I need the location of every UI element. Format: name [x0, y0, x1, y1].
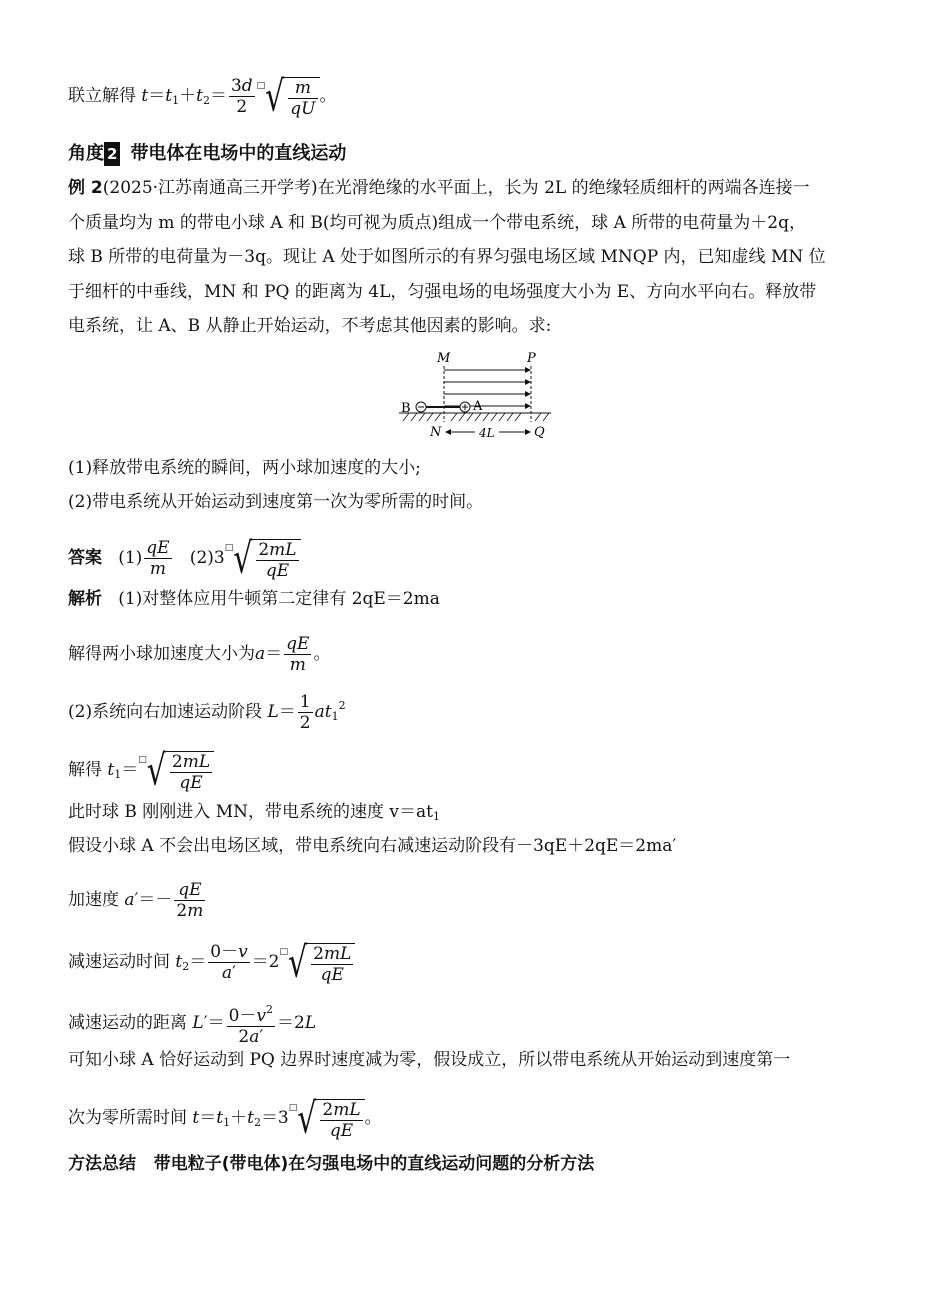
method-label: 方法总结	[68, 1154, 136, 1174]
label-M: M	[437, 351, 451, 366]
step-5: 此时球 B 刚刚进入 MN，带电系统的速度 v＝at	[68, 802, 433, 822]
example-source: (2025·江苏南通高三开学考)	[102, 178, 318, 198]
analysis-line-4: 解得 $t_1=^□√$ $\frac{2mL}{qE}$	[68, 748, 214, 793]
analysis-label: 解析	[68, 589, 102, 609]
method-summary	[68, 1152, 594, 1176]
section-title: 带电体在电场中的直线运动	[130, 143, 347, 164]
answer-line: 答案 (1) $\frac{qE}{m}$ (2)3□√ $\frac{2mL}{qE}$	[68, 536, 301, 581]
question-2: (2)带电系统从开始运动到速度第一次为零所需的时间。	[68, 492, 484, 512]
label-N: N	[430, 425, 442, 440]
formula-frac: $\frac{3d}{2}$	[230, 75, 253, 117]
formula-root: □√ $\frac{m}{qU}$	[257, 74, 320, 119]
label-P: P	[527, 351, 536, 366]
step-1: (1)对整体应用牛顿第二定律有 2qE＝2ma	[118, 589, 440, 609]
step-7: 加速度	[68, 890, 119, 910]
step-4: 解得	[68, 759, 102, 780]
analysis-line-11: 次为零所需时间 $t=t_1+t_2=3^□√$ $\frac{2mL}{qE}$ 。	[68, 1094, 382, 1144]
step-8: 减速运动时间	[68, 951, 170, 972]
section-heading	[68, 142, 346, 166]
example-label: 例 2	[68, 178, 103, 198]
analysis-line-6: 假设小球 A 不会出电场区域，带电系统向右减速运动阶段有－3qE＋2qE＝2ma′	[68, 836, 677, 856]
analysis-line-2: 解得两小球加速度大小为a＝ $\frac{qE}{m}$ 。	[68, 634, 331, 675]
field-diagram	[395, 346, 555, 442]
label-Q: Q	[534, 425, 545, 440]
section-number: 2	[104, 142, 120, 166]
analysis-line-1	[68, 587, 440, 611]
intro-text: 联立解得	[68, 85, 136, 106]
problem-line-1	[68, 176, 810, 200]
analysis-line-7: 加速度 a′＝－ $\frac{qE}{2m}$	[68, 880, 204, 921]
step-2: 解得两小球加速度大小为	[68, 644, 255, 664]
step-11: 次为零所需时间	[68, 1107, 187, 1128]
step-3: (2)系统向右加速运动阶段	[68, 702, 263, 722]
section-prefix: 角度	[68, 143, 104, 164]
label-4L: 4L	[479, 426, 495, 440]
intro-line: 联立解得 $t=t_1+t_2=$ $\frac{3d}{2}$ □√ $\frac{m}{qU}$ 。	[68, 72, 337, 122]
problem-line-5: 电系统，让 A、B 从静止开始运动，不考虑其他因素的影响。求:	[68, 316, 552, 336]
label-A: A	[473, 399, 483, 414]
analysis-line-10: 可知小球 A 恰好运动到 PQ 边界时速度减为零，假设成立，所以带电系统从开始运动到速度第一	[68, 1050, 791, 1070]
step-9: 减速运动的距离	[68, 1013, 187, 1033]
analysis-line-9: 减速运动的距离 L′＝ $\frac{0-v^2}{2a'}$ ＝2L	[68, 1000, 316, 1047]
problem-text: 在光滑绝缘的水平面上，长为 2L 的绝缘轻质细杆的两端各连接一	[317, 178, 810, 198]
problem-line-3: 球 B 所带的电荷量为－3q。现让 A 处于如图所示的有界匀强电场区域 MNQP 内，已知虚线 MN 位	[68, 247, 826, 267]
method-title: 带电粒子(带电体)在匀强电场中的直线运动问题的分析方法	[153, 1154, 595, 1174]
analysis-line-3: (2)系统向右加速运动阶段 L＝ $\frac{1}{2}$ $at_1^2$	[68, 692, 346, 733]
problem-line-2: 个质量均为 m 的带电小球 A 和 B(均可视为质点)组成一个带电系统，球 A 所带的电荷量为＋2q，	[68, 213, 806, 233]
analysis-line-8: 减速运动时间 $t_2=$ $\frac{0-v}{a'}$ ＝2□√ $\frac{2mL}{qE}$	[68, 940, 355, 985]
answer-label: 答案	[68, 547, 102, 568]
analysis-line-5: 此时球 B 刚刚进入 MN，带电系统的速度 $v=at_1$	[68, 802, 440, 823]
question-1: (1)释放带电系统的瞬间，两小球加速度的大小;	[68, 458, 421, 478]
problem-line-4: 于细杆的中垂线，MN 和 PQ 的距离为 4L，匀强电场的电场强度大小为 E、方向水平向右。释放带	[68, 282, 817, 302]
label-B: B	[401, 401, 411, 416]
